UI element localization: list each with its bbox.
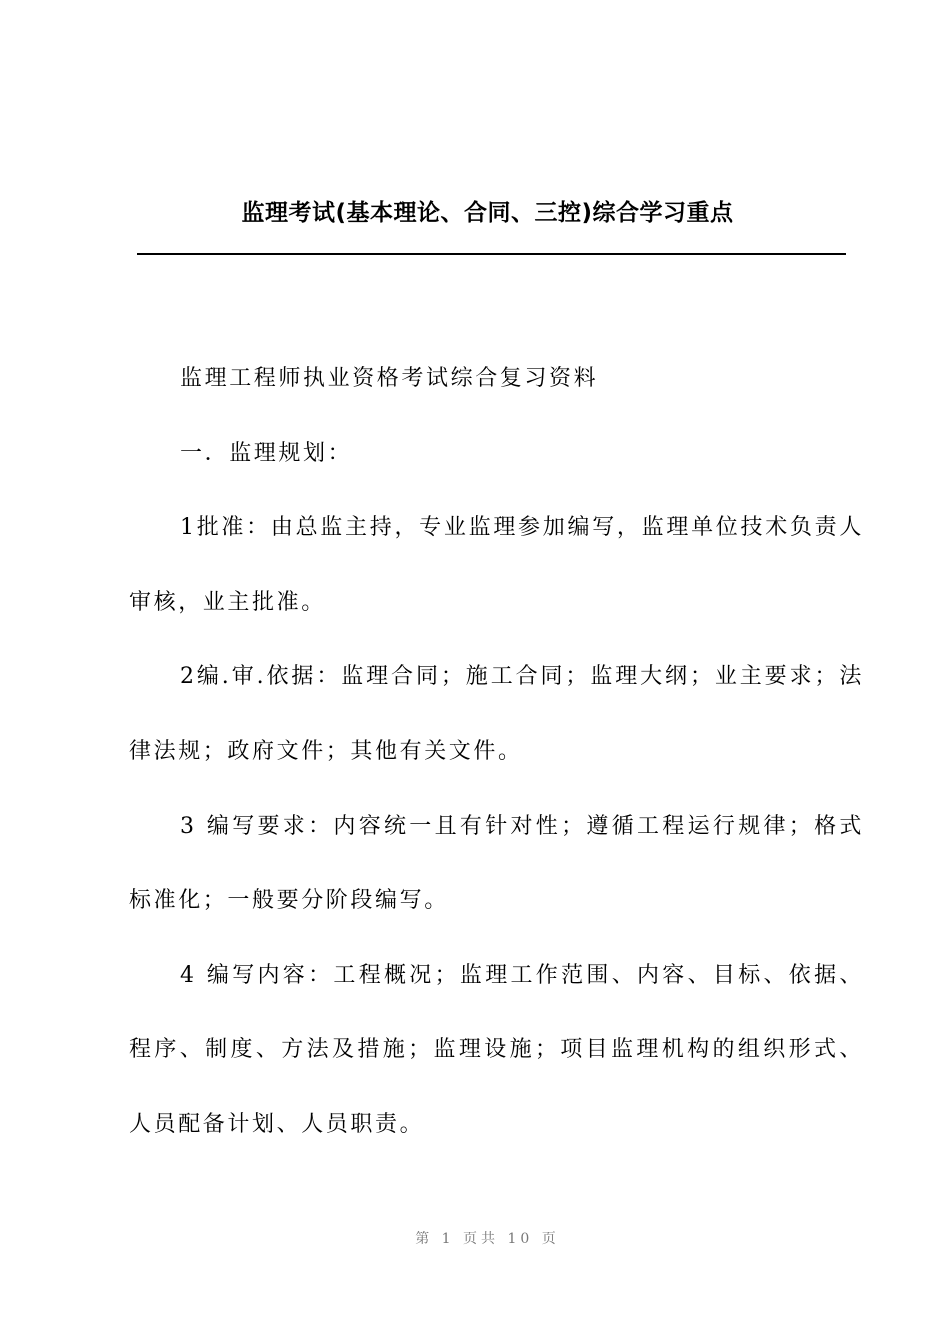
paragraph-requirements: 3 编写要求：内容统一且有针对性；遵循工程运行规律；格式标准化；一般要分阶段编写。 <box>129 813 864 914</box>
document-body <box>129 342 864 1163</box>
paragraph-intro: 监理工程师执业资格考试综合复习资料 <box>180 366 599 391</box>
title-divider <box>137 253 846 255</box>
paragraph-approval: 1批准：由总监主持，专业监理参加编写，监理单位技术负责人审核，业主批准。 <box>129 515 864 615</box>
paragraph-basis: 2编.审.依据：监理合同；施工合同；监理大纲；业主要求；法律法规；政府文件；其他有关文件。 <box>129 664 864 764</box>
section-heading-supervision-plan: 一．监理规划： <box>180 440 353 466</box>
page-title: 监理考试(基本理论、合同、三控)综合学习重点 <box>241 200 734 226</box>
page-number-footer: 第 1 页共 10 页 <box>415 1231 560 1247</box>
paragraph-contents: 4 编写内容：工程概况；监理工作范围、内容、目标、依据、程序、制度、方法及措施；监理设施；项目监理机构的组织形式、人员配备计划、人员职责。 <box>129 962 864 1137</box>
